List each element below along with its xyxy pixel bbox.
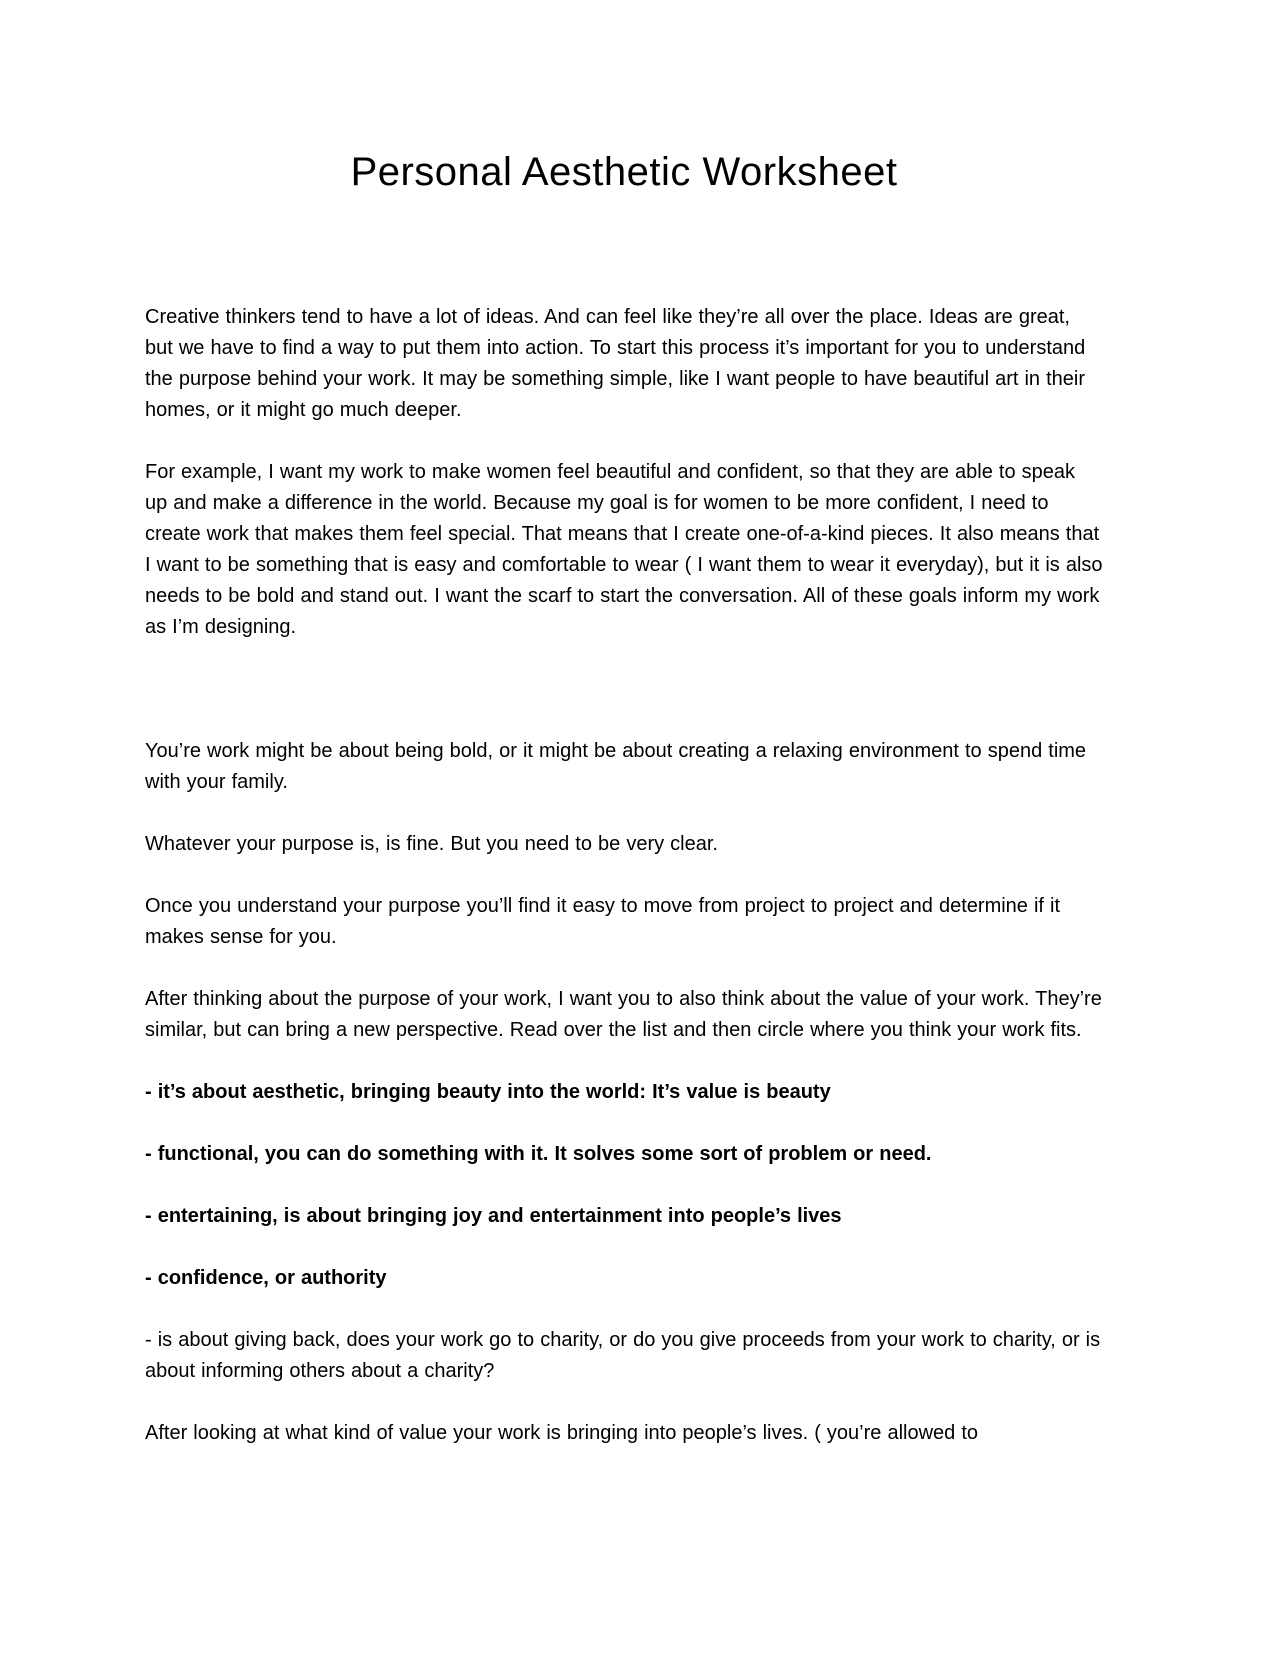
value-item-charity: - is about giving back, does your work go to charity, or do you give proceeds from your work to charity, or is about informing others about a charity?: [145, 1329, 1101, 1382]
paragraph-youre-work: You’re work might be about being bold, or it might be about creating a relaxing environment to spend time with your family.: [145, 740, 1087, 793]
value-item-functional: - functional, you can do something with it. It solves some sort of problem or need.: [145, 1143, 932, 1165]
paragraph-for-example: For example, I want my work to make women feel beautiful and confident, so that they are able to speak up and make a difference in the world. Because my goal is for women to be more confident, I need to create work that makes them feel special. That means that I create one-of-a-kind pieces. It also means that I want to be something that is easy and comfortable to wear ( I want them to wear it everyday), but it is also needs to be bold and stand out. I want the scarf to start the conversation. All of these goals inform my work as I’m designing.: [145, 461, 1103, 638]
value-item-entertaining: - entertaining, is about bringing joy and entertainment into people’s lives: [145, 1205, 842, 1227]
paragraph-after-thinking: After thinking about the purpose of your work, I want you to also think about the value of your work. They’re similar, but can bring a new perspective. Read over the list and then circle where you think your work fits.: [145, 988, 1102, 1041]
value-item-aesthetic: - it’s about aesthetic, bringing beauty into the world: It’s value is beauty: [145, 1081, 831, 1103]
paragraph-once-you-understand: Once you understand your purpose you’ll find it easy to move from project to project and determine if it makes sense for you.: [145, 895, 1061, 948]
page-title: Personal Aesthetic Worksheet: [350, 150, 898, 194]
value-item-confidence: - confidence, or authority: [145, 1267, 387, 1289]
paragraph-creative-thinkers: Creative thinkers tend to have a lot of ideas. And can feel like they’re all over the place. Ideas are great, but we have to find a way to put them into action. To start this process it’s important for you to understand the purpose behind your work. It may be something simple, like I want people to have beautiful art in their homes, or it might go much deeper.: [145, 306, 1086, 421]
paragraph-whatever-purpose: Whatever your purpose is, is fine. But you need to be very clear.: [145, 833, 718, 855]
paragraph-after-looking: After looking at what kind of value your work is bringing into people’s lives. ( you’re allowed to: [145, 1422, 979, 1444]
